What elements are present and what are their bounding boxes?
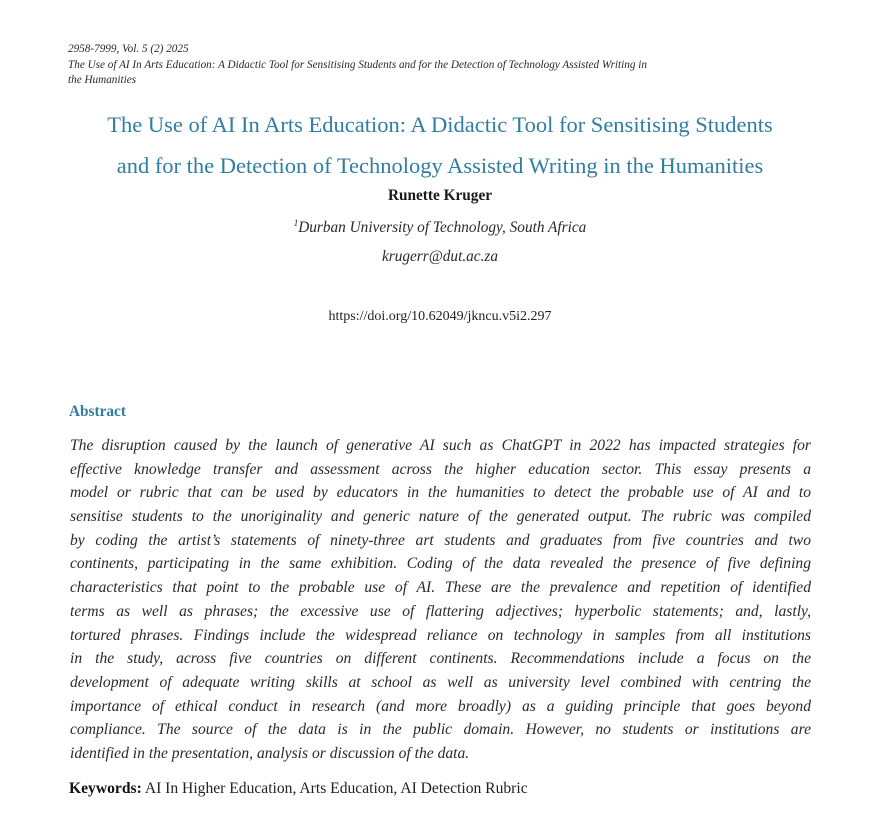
abstract-heading: Abstract (69, 403, 126, 420)
abstract-line: The disruption caused by the launch of generative AI such as ChatGPT in 2022 has impacted strategies for (70, 437, 811, 454)
abstract-line: effective knowledge transfer and assessment across the higher education sector. This essay presents a (70, 460, 811, 478)
abstract-line: development of adequate writing skills at school as well as university level combined with centring the (70, 673, 811, 691)
doi-link[interactable]: https://doi.org/10.62049/jkncu.v5i2.297 (328, 309, 552, 324)
author-affiliation (0, 218, 871, 237)
keywords-value: AI In Higher Education, Arts Education, AI Detection Rubric (144, 780, 528, 797)
abstract-line: model or rubric that can be used by educators in the humanities to detect the probable use of AI and to (70, 484, 811, 502)
abstract-line: terms as well as phrases; the excessive use of flattering adjectives; hyperbolic statements; and, lastly, (70, 602, 811, 620)
running-head-issue: 2958-7999, Vol. 5 (2) 2025 (68, 43, 189, 55)
affiliation-marker: 1 (293, 218, 299, 228)
running-head (68, 42, 818, 89)
keywords-label: Keywords: (69, 780, 142, 797)
paper-title-line1: The Use of AI In Arts Education: A Didactic Tool for Sensitising Students (107, 112, 773, 137)
running-head-title-line2: the Humanities (68, 74, 137, 86)
abstract-line: importance of ethical conduct in research (and more broadly) as a guiding principle that goes beyond (70, 697, 811, 715)
abstract-line: in the study, across five countries on different continents. Recommendations include a focus on the (70, 650, 811, 668)
running-head-title-line1: The Use of AI In Arts Education: A Didactic Tool for Sensitising Students and for the Detection of Technology Assisted Writing in (68, 58, 647, 71)
abstract-line: identified in the presentation, analysis or discussion of the data. (70, 744, 470, 762)
abstract-line: by coding the artist’s statements of ninety-three art students and graduates from five countries and two (70, 531, 811, 549)
affiliation-text: Durban University of Technology, South Africa (298, 219, 587, 236)
abstract-body (70, 434, 811, 766)
author-name: Runette Kruger (387, 187, 493, 204)
paper-title (40, 104, 840, 186)
keywords (69, 780, 528, 798)
author-email[interactable]: krugerr@dut.ac.za (381, 248, 499, 265)
abstract-line: tortured phrases. Findings include the widespread reliance on technology in samples from all institutions (70, 626, 811, 644)
abstract-line: continents, participating in the same exhibition. Coding of the data revealed the presence of five defining (70, 555, 811, 573)
abstract-line: compliance. The source of the data is in the public domain. However, no students or institutions are (70, 721, 811, 739)
abstract-line: sensitise students to the unoriginality and generic nature of the generated output. The rubric was compiled (70, 508, 811, 526)
paper-title-line2: and for the Detection of Technology Assisted Writing in the Humanities (116, 153, 764, 178)
abstract-line: characteristics that point to the probable use of AI. These are the prevalence and repetition of identified (70, 579, 811, 597)
